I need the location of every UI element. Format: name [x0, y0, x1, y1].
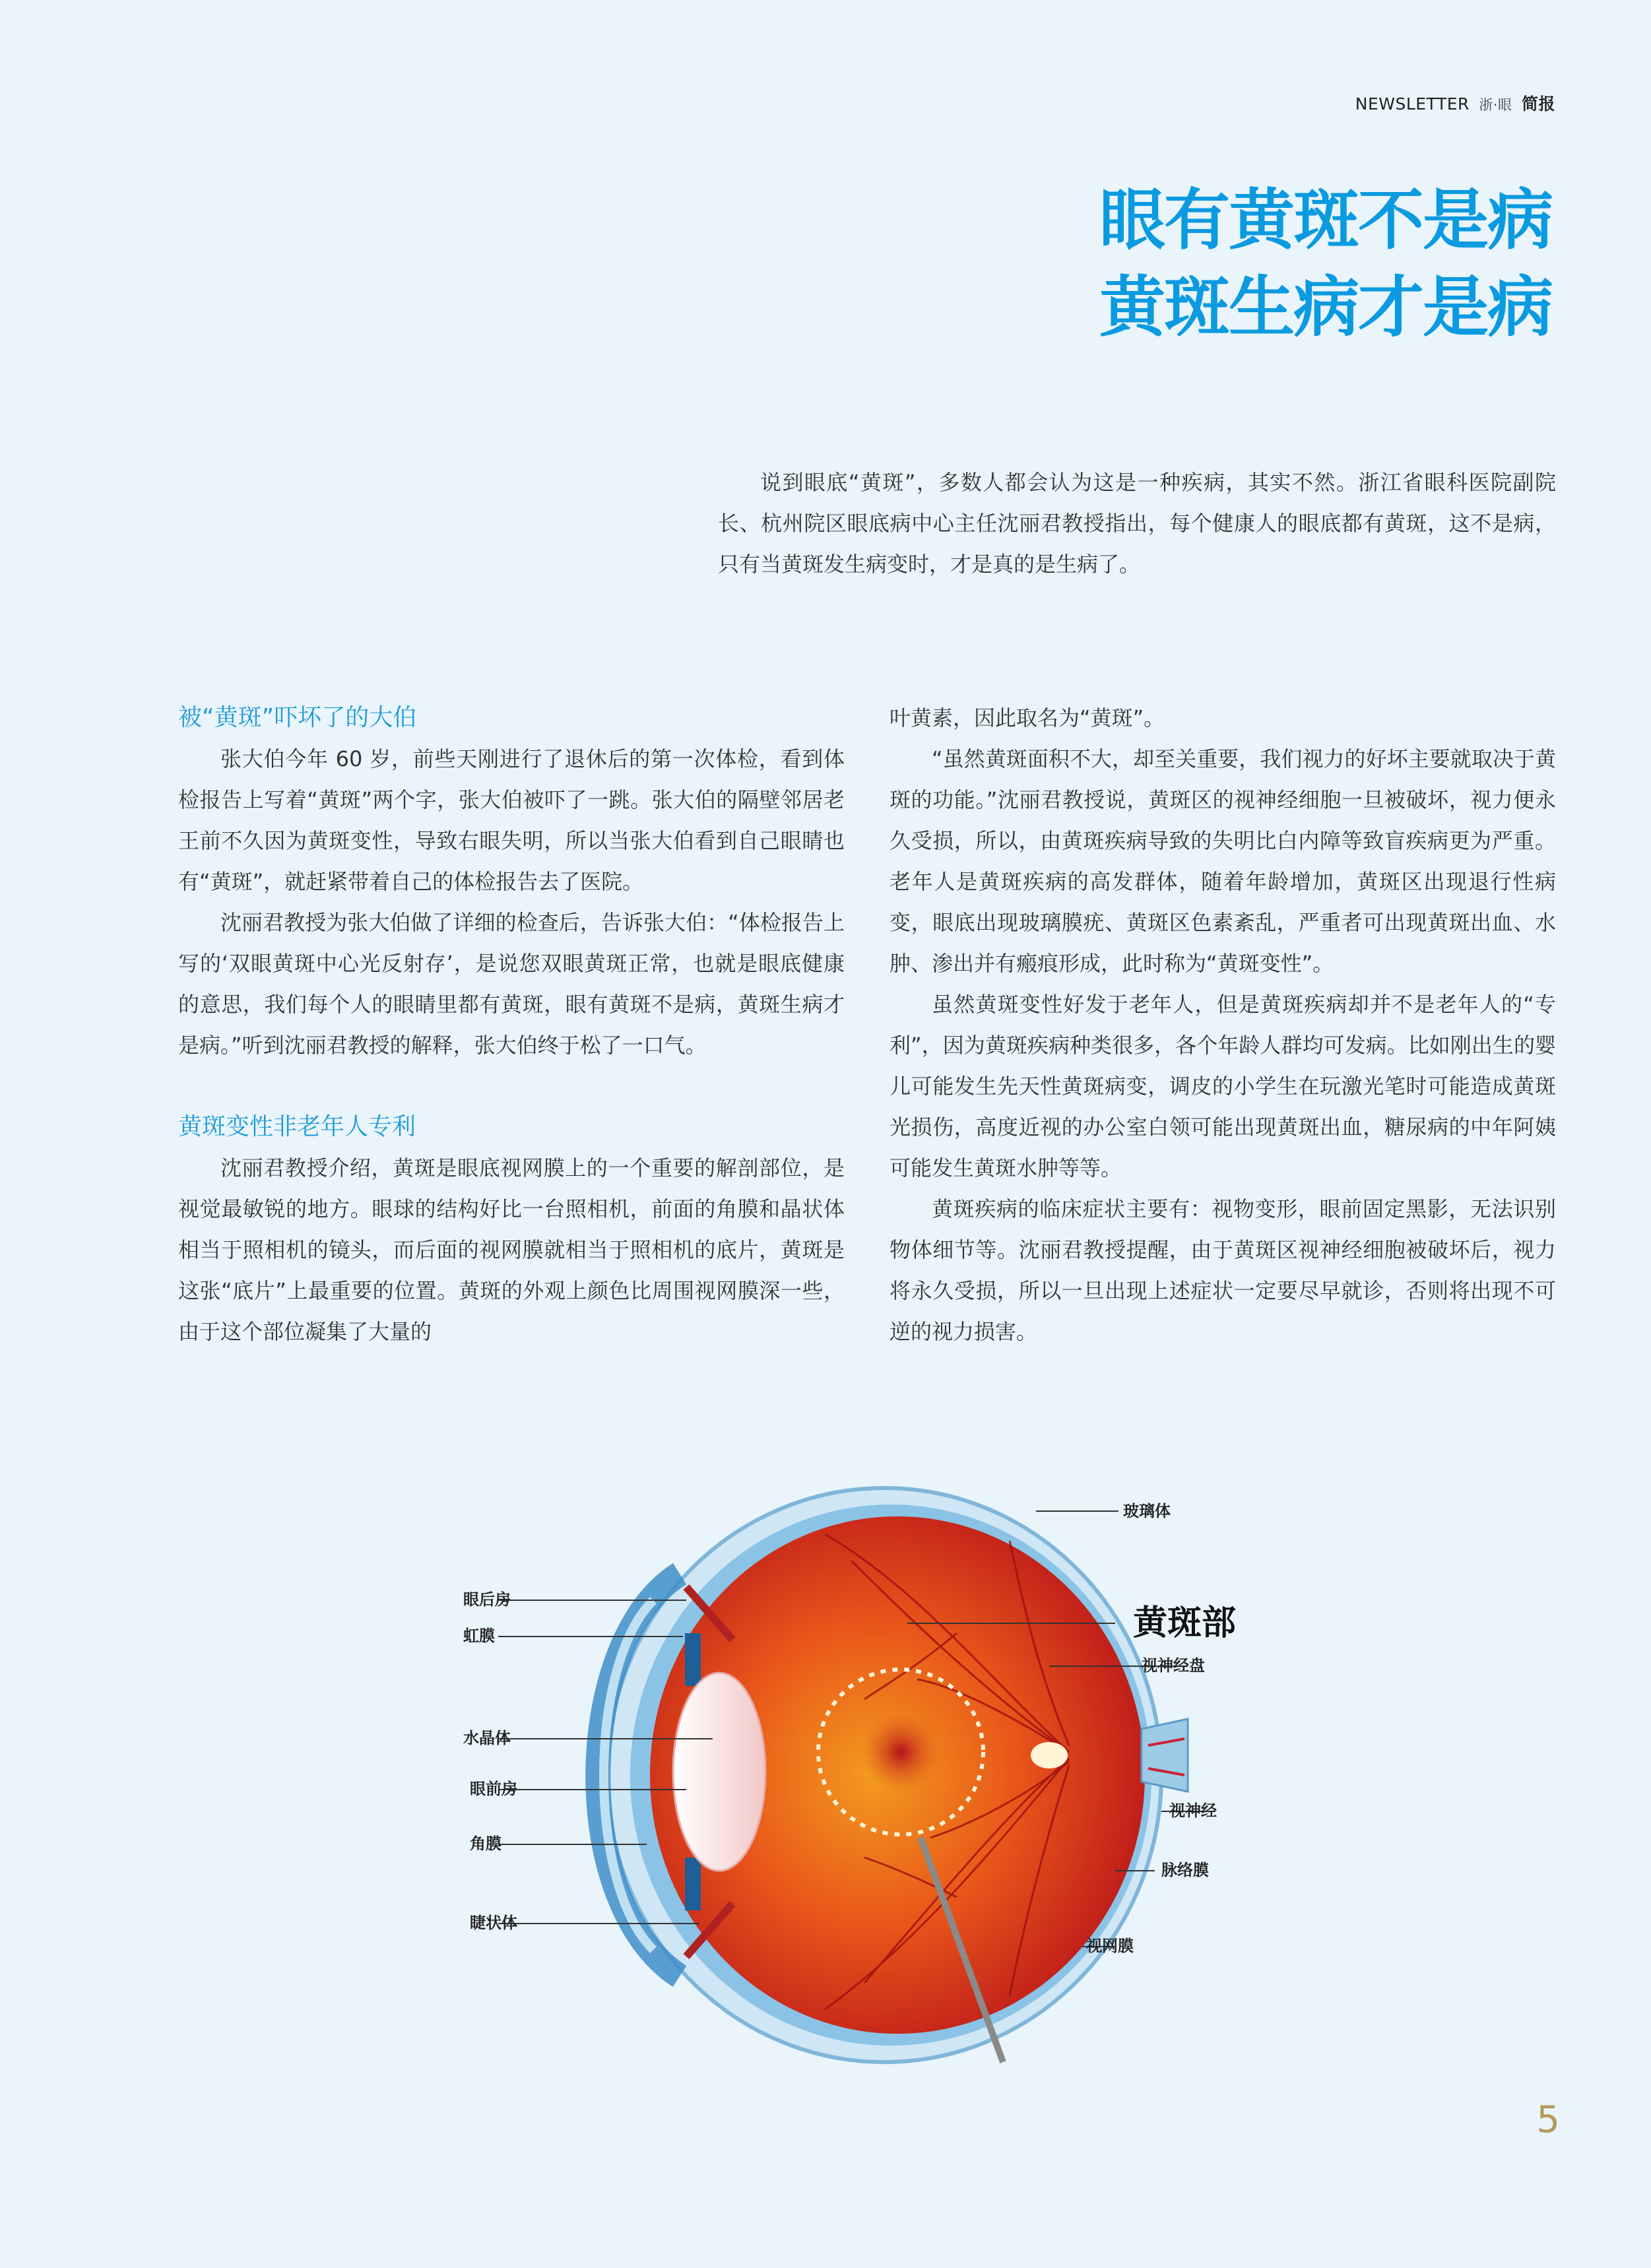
optic-disc: [1031, 1742, 1068, 1768]
article-title: [1099, 177, 1552, 351]
paragraph: 沈丽君教授为张大伯做了详细的检查后，告诉张大伯：“体检报告上写的‘双眼黄斑中心光反射存’，是说您双眼黄斑正常，也就是眼底健康的意思，我们每个人的眼睛里都有黄斑，眼有黄斑不是病，黄斑生病才是病。”听到沈丽君教授的解释，张大伯终于松了一口气。: [178, 910, 845, 1058]
label-lens: 水晶体: [463, 1729, 511, 1747]
paragraph: “虽然黄斑面积不大，却至关重要，我们视力的好坏主要就取决于黄斑的功能。”沈丽君教授说，黄斑区的视神经细胞一旦被破坏，视力便永久受损，所以，由黄斑疾病导致的失明比白内障等致盲疾病更为严重。老年人是黄斑疾病的高发群体，随着年龄增加，黄斑区出现退行性病变，眼底出现玻璃膜疣、黄斑区色素紊乱，严重者可出现黄斑出血、水肿、渗出并有瘢痕形成，此时称为“黄斑变性”。: [890, 746, 1556, 976]
paragraph: 张大伯今年 60 岁，前些天刚进行了退休后的第一次体检，看到体检报告上写着“黄斑”两个字，张大伯被吓了一跳。张大伯的隔壁邻居老王前不久因为黄斑变性，导致右眼失明，所以当张大伯看到自己眼睛也有“黄斑”，就赶紧带着自己的体检报告去了医院。: [178, 746, 845, 894]
brand-suffix: 简报: [1521, 94, 1555, 113]
newsletter-header: [1355, 91, 1555, 115]
paragraph: 黄斑疾病的临床症状主要有：视物变形，眼前固定黑影，无法识别物体细节等。沈丽君教授提醒，由于黄斑区视神经细胞被破坏后，视力将永久受损，所以一旦出现上述症状一定要尽早就诊，否则将出现不可逆的视力损害。: [890, 1196, 1556, 1344]
intro-paragraph: 说到眼底“黄斑”，多数人都会认为这是一种疾病，其实不然。浙江省眼科医院副院长、杭州院区眼底病中心主任沈丽君教授指出，每个健康人的眼底都有黄斑，这不是病，只有当黄斑发生病变时，才是真的是生病了。: [718, 470, 1556, 577]
label-ciliary-body: 睫状体: [470, 1914, 517, 1932]
eye-diagram-svg: [455, 1468, 1274, 2069]
section-heading-2: 黄斑变性非老年人专利: [178, 1113, 416, 1140]
title-line-2: 黄斑生病才是病: [1099, 269, 1552, 346]
label-retina: 视网膜: [1086, 1937, 1134, 1955]
paragraph: 叶黄素，因此取名为“黄斑”。: [890, 705, 1165, 730]
label-posterior-chamber: 眼后房: [463, 1590, 511, 1609]
section-heading-1: 被“黄斑”吓坏了的大伯: [178, 704, 417, 731]
eye-anatomy-diagram: [455, 1468, 1274, 2069]
left-column: [178, 697, 845, 1352]
label-optic-disc: 视神经盘: [1142, 1656, 1205, 1675]
label-vitreous: 玻璃体: [1123, 1502, 1171, 1520]
brand-name: 浙·眼: [1479, 97, 1512, 113]
optic-nerve: [1142, 1719, 1188, 1792]
right-column: [890, 697, 1556, 1352]
title-line-1: 眼有黄斑不是病: [1099, 181, 1552, 259]
label-choroid: 脉络膜: [1161, 1861, 1209, 1879]
newsletter-label: NEWSLETTER: [1355, 94, 1470, 113]
label-anterior-chamber: 眼前房: [470, 1780, 517, 1798]
label-macula: 黄斑部: [1133, 1604, 1237, 1643]
page-number: 5: [1536, 2098, 1560, 2141]
label-iris: 虹膜: [463, 1627, 495, 1645]
macula-spot: [861, 1712, 940, 1792]
lens: [673, 1673, 765, 1871]
paragraph: 沈丽君教授介绍，黄斑是眼底视网膜上的一个重要的解剖部位，是视觉最敏锐的地方。眼球的结构好比一台照相机，前面的角膜和晶状体相当于照相机的镜头，而后面的视网膜就相当于照相机的底片，黄斑是这张“底片”上最重要的位置。黄斑的外观上颜色比周围视网膜深一些，由于这个部位凝集了大量的: [178, 1155, 845, 1344]
label-cornea: 角膜: [470, 1834, 502, 1853]
label-optic-nerve: 视神经: [1169, 1801, 1217, 1820]
paragraph: 虽然黄斑变性好发于老年人，但是黄斑疾病却并不是老年人的“专利”，因为黄斑疾病种类很多，各个年龄人群均可发病。比如刚出生的婴儿可能发生先天性黄斑病变，调皮的小学生在玩激光笔时可能造成黄斑光损伤，高度近视的办公室白领可能出现黄斑出血，糖尿病的中年阿姨可能发生黄斑水肿等等。: [890, 992, 1556, 1181]
